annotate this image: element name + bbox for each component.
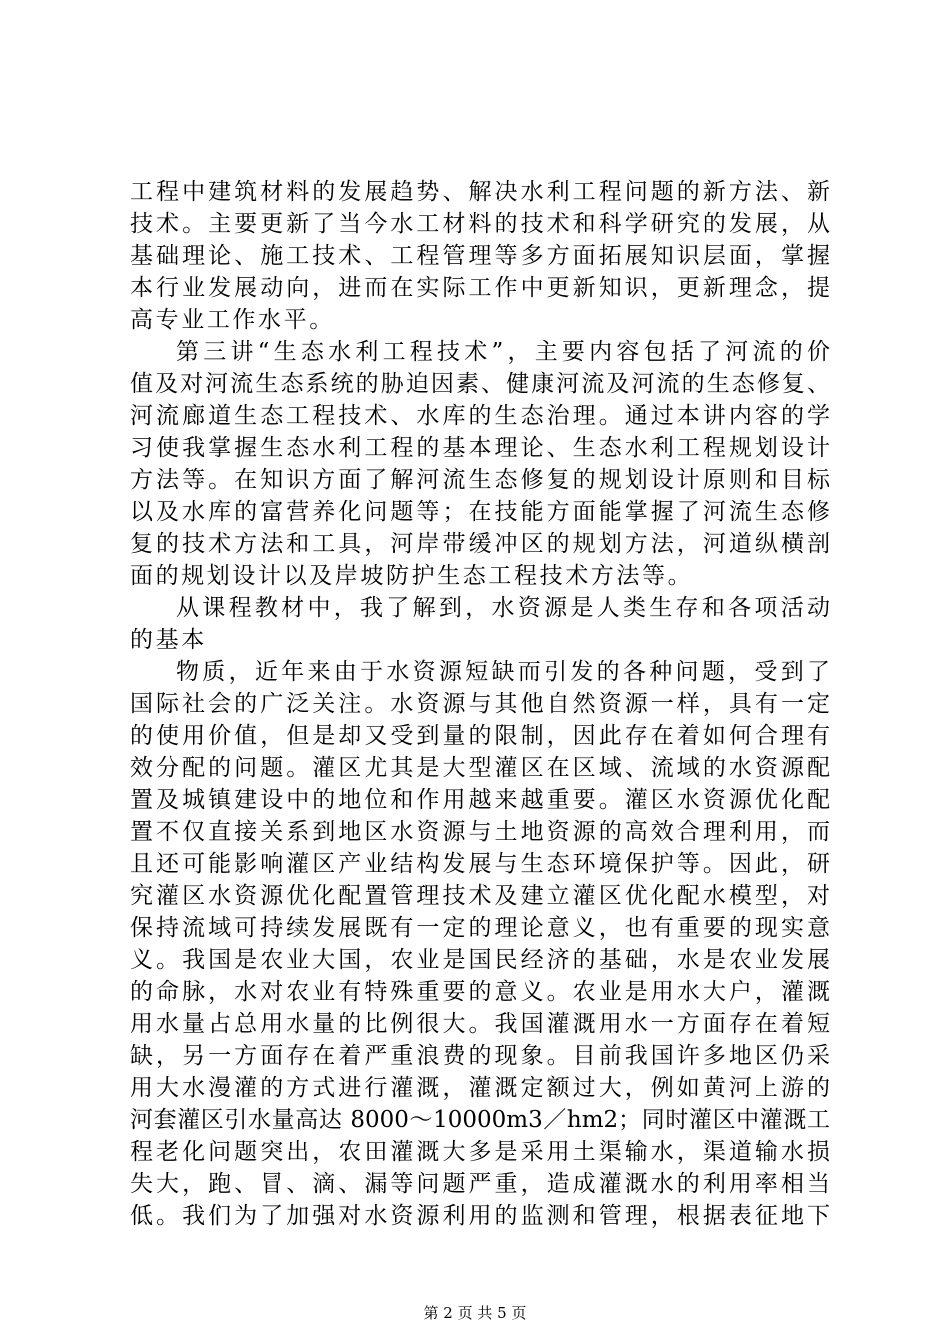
text-line: 失大，跑、冒、滴、漏等问题严重，造成灌溉水的利用率相当 <box>130 1171 830 1197</box>
text-line: 工程中建筑材料的发展趋势、解决水利工程问题的新方法、新 <box>130 179 830 205</box>
text-line: 面的规划设计以及岸坡防护生态工程技术方法等。 <box>130 563 694 589</box>
text-line: 且还可能影响灌区产业结构发展与生态环境保护等。因此，研 <box>130 851 830 877</box>
text-line: 物质，近年来由于水资源短缺而引发的各种问题，受到了 <box>176 659 830 685</box>
text-line: 效分配的问题。灌区尤其是大型灌区在区域、流域的水资源配 <box>130 755 830 781</box>
text-line: 国际社会的广泛关注。水资源与其他自然资源一样，具有一定 <box>130 691 830 717</box>
text-line: 习使我掌握生态水利工程的基本理论、生态水利工程规划设计 <box>130 435 830 461</box>
text-line: 的使用价值，但是却又受到量的限制，因此存在着如何合理有 <box>130 723 830 749</box>
text-line: 河流廊道生态工程技术、水库的生态治理。通过本讲内容的学 <box>130 403 830 429</box>
body-text <box>130 176 830 1232</box>
text-line: 用大水漫灌的方式进行灌溉，灌溉定额过大，例如黄河上游的 <box>130 1075 830 1101</box>
text-line: 高专业工作水平。 <box>130 307 335 333</box>
text-line: 的命脉，水对农业有特殊重要的意义。农业是用水大户，灌溉 <box>130 979 830 1005</box>
page-footer: 第 2 页 共 5 页 <box>423 1304 527 1322</box>
text-line: 低。我们为了加强对水资源利用的监测和管理，根据表征地下 <box>130 1203 830 1229</box>
text-line: 第三讲“生态水利工程技术”，主要内容包括了河流的价 <box>176 339 830 365</box>
text-line: 义。我国是农业大国，农业是国民经济的基础，水是农业发展 <box>130 947 830 973</box>
text-line: 复的技术方法和工具，河岸带缓冲区的规划方法，河道纵横剖 <box>130 531 830 557</box>
text-line: 技术。主要更新了当今水工材料的技术和科学研究的发展，从 <box>130 211 830 237</box>
text-line: 置不仅直接关系到地区水资源与土地资源的高效合理利用，而 <box>130 819 830 845</box>
text-line: 值及对河流生态系统的胁迫因素、健康河流及河流的生态修复、 <box>130 371 830 397</box>
text-line: 从课程教材中，我了解到，水资源是人类生存和各项活动 <box>176 595 830 621</box>
text-line: 缺，另一方面存在着严重浪费的现象。目前我国许多地区仍采 <box>130 1043 830 1069</box>
text-line: 保持流域可持续发展既有一定的理论意义，也有重要的现实意 <box>130 915 830 941</box>
text-line: 究灌区水资源优化配置管理技术及建立灌区优化配水模型，对 <box>130 883 830 909</box>
text-line: 方法等。在知识方面了解河流生态修复的规划设计原则和目标 <box>130 467 830 493</box>
text-line: 的基本 <box>130 627 207 653</box>
text-line: 河套灌区引水量高达 8000～10000m3／hm2；同时灌区中灌溉工 <box>130 1107 830 1133</box>
text-line: 置及城镇建设中的地位和作用越来越重要。灌区水资源优化配 <box>130 787 830 813</box>
text-line: 程老化问题突出，农田灌溉大多是采用土渠输水，渠道输水损 <box>130 1139 830 1165</box>
text-line: 用水量占总用水量的比例很大。我国灌溉用水一方面存在着短 <box>130 1011 830 1037</box>
text-line: 基础理论、施工技术、工程管理等多方面拓展知识层面，掌握 <box>130 243 830 269</box>
text-line: 本行业发展动向，进而在实际工作中更新知识，更新理念，提 <box>130 275 830 301</box>
text-line: 以及水库的富营养化问题等；在技能方面能掌握了河流生态修 <box>130 499 830 525</box>
